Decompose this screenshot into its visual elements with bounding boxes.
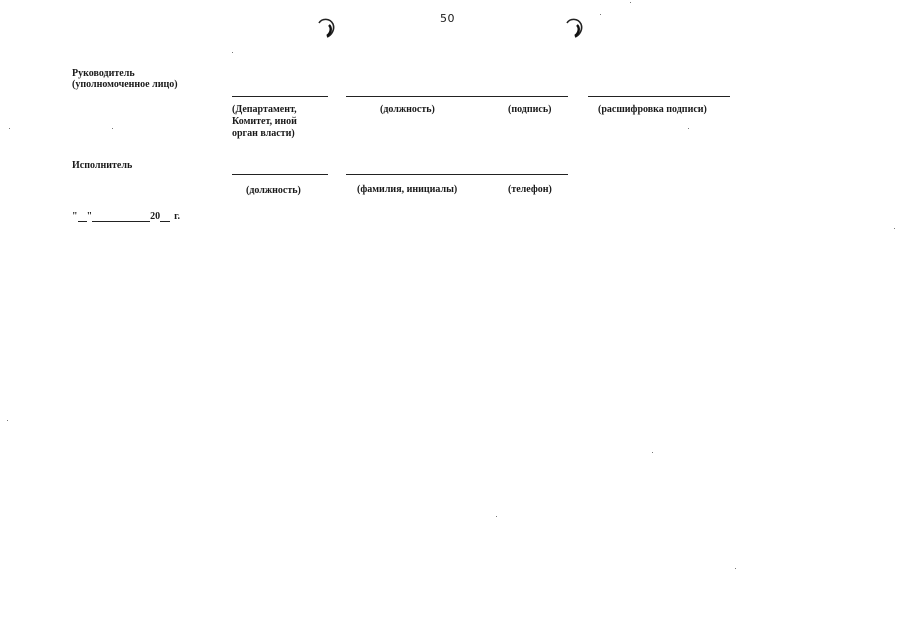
day-blank	[78, 212, 87, 222]
caption-signature-decoding: (расшифровка подписи)	[598, 104, 707, 115]
executor-label: Исполнитель	[72, 160, 133, 171]
caption-executor-full-name: (фамилия, инициалы)	[357, 184, 458, 195]
signature-decoding-line	[588, 96, 730, 97]
scan-speck	[496, 516, 497, 517]
scan-speck	[112, 128, 113, 129]
scan-speck	[894, 228, 895, 229]
caption-executor-phone: (телефон)	[508, 184, 552, 195]
punch-hole-mark-right	[564, 17, 584, 39]
department-signature-line	[232, 96, 328, 97]
caption-executor-position: (должность)	[246, 185, 301, 196]
caption-department: (Департамент,	[232, 104, 297, 115]
year-prefix: 20	[150, 211, 161, 222]
caption-signature: (подпись)	[508, 104, 552, 115]
head-label: Руководитель	[72, 68, 135, 79]
scan-speck	[688, 128, 689, 129]
punch-hole-mark-left	[316, 17, 336, 39]
caption-position: (должность)	[380, 104, 435, 115]
month-blank	[92, 212, 150, 222]
scan-speck	[7, 420, 8, 421]
scan-speck	[232, 52, 233, 53]
date-close-quote: "	[86, 211, 93, 222]
scan-speck	[652, 452, 653, 453]
date-open-quote: "	[72, 211, 78, 222]
position-signature-line	[346, 96, 568, 97]
executor-position-line	[232, 174, 328, 175]
executor-name-phone-line	[346, 174, 568, 175]
scan-speck	[735, 568, 736, 569]
year-blank	[160, 212, 170, 222]
head-sublabel: (уполномоченное лицо)	[72, 79, 178, 90]
scan-speck	[600, 14, 601, 15]
caption-department-line3: орган власти)	[232, 128, 295, 139]
year-suffix: г.	[174, 211, 181, 222]
caption-department-line2: Комитет, иной	[232, 116, 297, 127]
date-line	[72, 211, 180, 222]
page-number: 50	[440, 12, 455, 25]
scan-speck	[630, 2, 631, 3]
scan-speck	[9, 128, 10, 129]
